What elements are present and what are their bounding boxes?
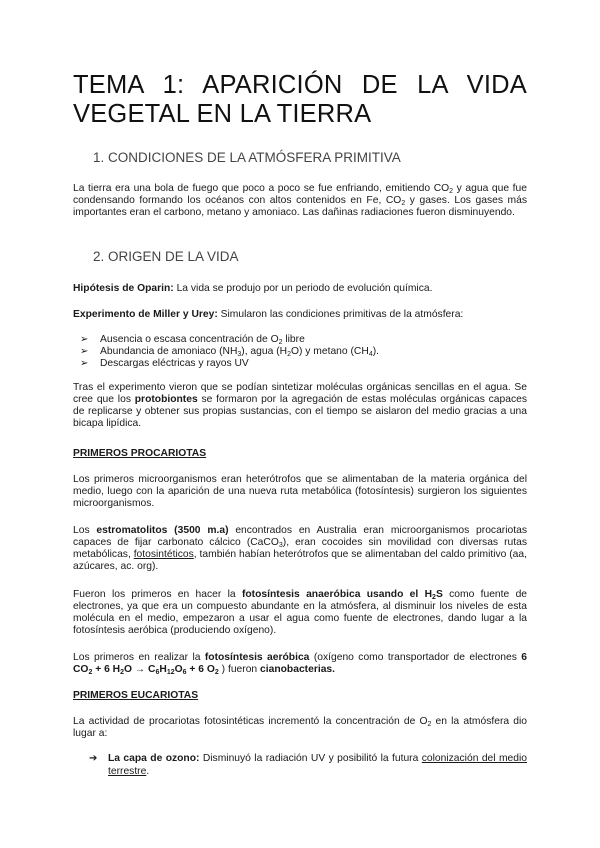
arrowhead-bullet-icon: ➢ <box>80 346 89 357</box>
paragraph-heterotrofos: Los primeros microorganismos eran heterótrofos que se alimentaban de la materia orgánica del medio, luego con la aparición de una nueva ruta metabólica (fotosíntesis) surgieron los siguientes microorganismos. <box>73 474 527 509</box>
paragraph-oparin: Hipótesis de Oparin: La vida se produjo por un periodo de evolución química. <box>73 283 433 294</box>
paragraph-aerobica: Los primeros en realizar la fotosíntesis aeróbica (oxígeno como transportador de electrones 6 $CO_2 + 6$ $H_2O \to C_6H_{12}O_6 + 6$ $O_2$ ) fueron cianobacterias. <box>73 652 528 676</box>
arrow-bullet-icon: ➔ <box>89 753 98 764</box>
paragraph-ozono-intro: La actividad de procariotas fotosintéticas incrementó la concentración de $O_2$ en la atmósfera dio lugar a: <box>73 716 527 739</box>
paragraph-anaerobica: Fueron los primeros en hacer la fotosíntesis anaeróbica usando el $H_2S$ como fuente de electrones, ya que era un compuesto abundante en la atmósfera, al disminuir los niveles de esta molécula en el medio, empezaron a usar el agua como fuente de electrones, dando lugar a la fotosíntesis aeróbica (produciendo oxígeno). <box>73 589 528 636</box>
section-heading-procariotas: PRIMEROS PROCARIOTAS <box>73 448 207 459</box>
list-item: ➢ Ausencia o escasa concentración de $O_2$ libre <box>80 334 305 346</box>
arrowhead-bullet-icon: ➢ <box>80 334 89 345</box>
page-title: TEMA 1: APARICIÓN DE LA VIDA VEGETAL EN LA TIERRA <box>73 71 527 128</box>
list-item: ➢ Descargas eléctricas y rayos UV <box>80 358 249 369</box>
paragraph-miller: Experimento de Miller y Urey: Simularon las condiciones primitivas de la atmósfera: <box>73 309 464 320</box>
paragraph-estromatolitos: Los estromatolitos (3500 m.a) encontrados en Australia eran microorganismos procariotas capaces de fijar carbonato cálcico (CaCO$_3$), eran cocoides sin movilidad con diversas rutas metabólicas, fotosintéticos, también habían heterótrofos que se alimentaban del caldo primitivo (aa, azúcares, ac. org). <box>73 525 527 572</box>
paragraph-atmosfera: La tierra era una bola de fuego que poco a poco se fue enfriando, emitiendo $CO_2$ y agua que fue condensando formando los océanos con altos contenidos en Fe, $CO_2$ y gases. Los gases más importantes eran el carbono, metano y amoniaco. Las dañinas radiaciones fueron disminuyendo. <box>73 183 527 218</box>
photosynthesis-equation: 6 $CO_2 + 6$ $H_2O \to C_6H_{12}O_6 + 6$ $O_2$ <box>73 652 528 676</box>
section-heading-origen: 2. ORIGEN DE LA VIDA <box>93 249 239 264</box>
list-item-capa-ozono: ➔ La capa de ozono: Disminuyó la radiación UV y posibilitó la futura colonización del medio terrestre. <box>89 753 527 777</box>
section-heading-eucariotas: PRIMEROS EUCARIOTAS <box>73 690 199 701</box>
list-item: ➢ Abundancia de amoniaco $(NH_3)$, agua $(H_2O)$ y metano $(CH_4)$. <box>80 346 380 358</box>
paragraph-protobiontes: Tras el experimento vieron que se podían sintetizar moléculas orgánicas sencillas en el agua. Se cree que los protobiontes se formaron por la agregación de estas moléculas orgánicas capaces de replicarse y obtener sus propias sustancias, con el tiempo se aislaron del medio gracias a una bicapa lipídica. <box>73 382 527 429</box>
section-heading-condiciones: 1. CONDICIONES DE LA ATMÓSFERA PRIMITIVA <box>93 150 401 165</box>
arrowhead-bullet-icon: ➢ <box>80 358 89 369</box>
miller-conditions-list <box>80 334 379 370</box>
